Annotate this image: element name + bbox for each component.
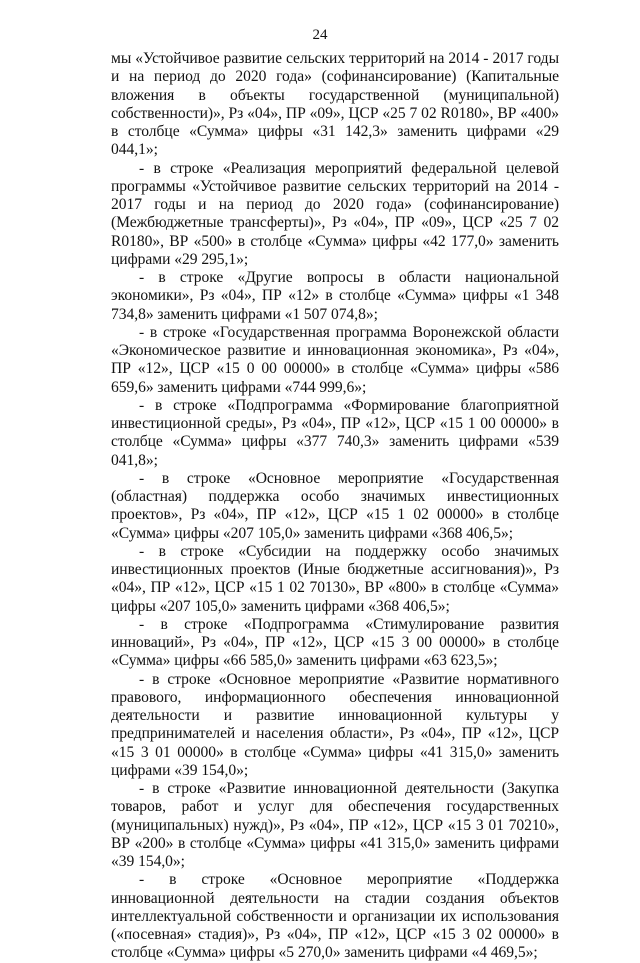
paragraph-amendment: - в строке «Субсидии на поддержку особо значимых инвестиционных проектов (Иные бюджетные ассигнования)», Рз «04», ПР «12», ЦСР «15 1 02 70130», ВР «800» в столбце «Сумма» цифры «207 105,0» заменить цифрами «368 406,5»; [111,542,559,615]
paragraph-amendment: - в строке «Другие вопросы в области национальной экономики», Рз «04», ПР «12» в столбце «Сумма» цифры «1 348 734,8» заменить цифрами «1 507 074,8»; [111,269,559,323]
paragraph-amendment: - в строке «Подпрограмма «Стимулирование развития инноваций», Рз «04», ПР «12», ЦСР «15 3 00 00000» в столбце «Сумма» цифры «66 585,0» заменить цифрами «63 623,5»; [111,615,559,670]
paragraph-amendment: - в строке «Основное мероприятие «Поддержка инновационной деятельности на стадии создания объектов интеллектуальной собственности и организации их использования («посевная» стадия)», Рз «04», ПР «12», ЦСР «15 3 02 00000» в столбце «Сумма» цифры «5 270,0» заменить цифрами «4 469,5»; [111,871,559,962]
paragraph-amendment: - в строке «Основное мероприятие «Развитие нормативного правового, информационного обеспечения инновационной деятельности и развитие инновационной культуры у предпринимателей и населения области», Рз «04», ПР «12», ЦСР «15 3 01 00000» в столбце «Сумма» цифры «41 315,0» заменить цифрами «39 154,0»; [111,670,559,779]
page-number: 24 [312,27,328,43]
paragraph-continuation: мы «Устойчивое развитие сельских территорий на 2014 - 2017 годы и на период до 2020 года» (софинансирование) (Капитальные вложения в объекты государственной (муниципальной) собственности)», Рз «04», ПР «09», ЦСР «25 7 02 R0180», ВР «400» в столбце «Сумма» цифры «31 142,3» заменить цифрами «29 044,1»; [111,50,559,159]
paragraph-amendment: - в строке «Подпрограмма «Формирование благоприятной инвестиционной среды», Рз «04», ПР «12», ЦСР «15 1 00 00000» в столбце «Сумма» цифры «377 740,3» заменить цифрами «539 041,8»; [111,396,559,469]
paragraph-amendment: - в строке «Развитие инновационной деятельности (Закупка товаров, работ и услуг для обеспечения государственных (муниципальных) нужд)», Рз «04», ПР «12», ЦСР «15 3 01 70210», ВР «200» в столбце «Сумма» цифры «41 315,0» заменить цифрами «39 154,0»; [111,780,559,870]
paragraph-amendment: - в строке «Государственная программа Воронежской области «Экономическое развитие и инновационная экономика», Рз «04», ПР «12», ЦСР «15 0 00 00000» в столбце «Сумма» цифры «586 659,6» заменить цифрами «744 999,6»; [111,323,559,396]
paragraph-amendment: - в строке «Реализация мероприятий федеральной целевой программы «Устойчивое развитие сельских территорий на 2014 - 2017 годы и на период до 2020 года» (софинансирование) (Межбюджетные трансферты)», Рз «04», ПР «09», ЦСР «25 7 02 R0180», ВР «500» в столбце «Сумма» цифры «42 177,0» заменить цифрами «29 295,1»; [111,159,559,268]
paragraph-amendment: - в строке «Основное мероприятие «Государственная (областная) поддержка особо значимых инвестиционных проектов», Рз «04», ПР «12», ЦСР «15 1 02 00000» в столбце «Сумма» цифры «207 105,0» заменить цифрами «368 406,5»; [111,469,559,542]
document-body [111,50,559,963]
